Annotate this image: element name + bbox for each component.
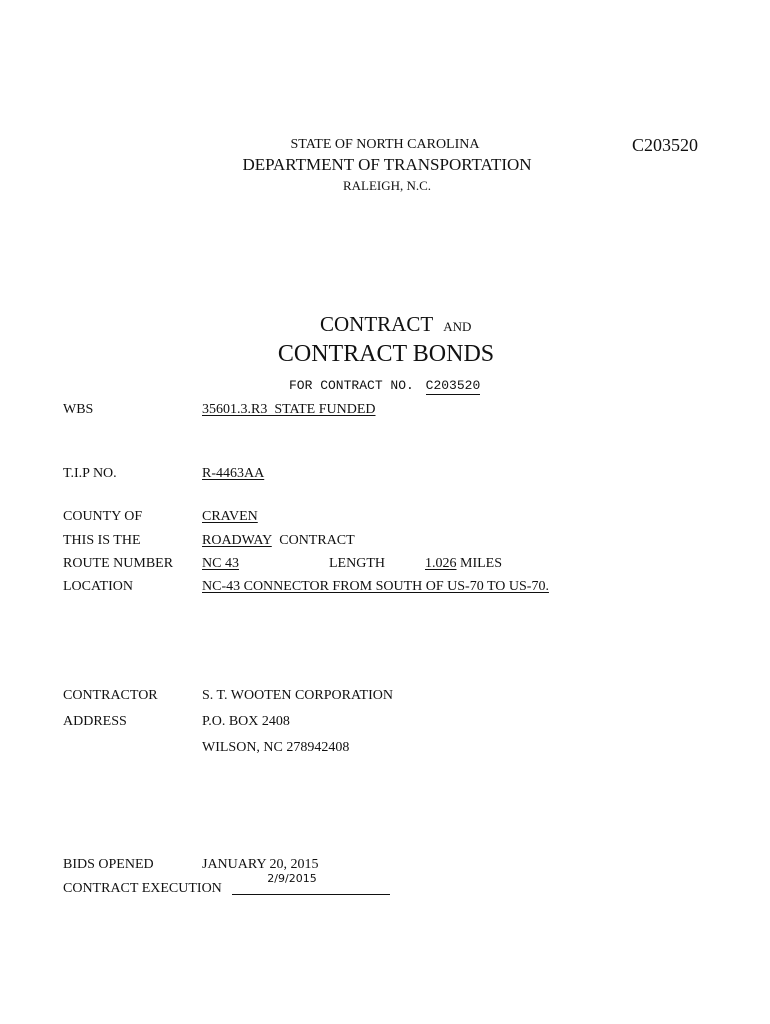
county-label: COUNTY OF: [63, 509, 143, 524]
location-label: LOCATION: [63, 579, 133, 594]
contract-type: [202, 533, 355, 549]
wbs-value: 35601.3.R3 STATE FUNDED: [202, 402, 376, 417]
address-label: ADDRESS: [63, 714, 127, 729]
contract-type-value: ROADWAY: [202, 533, 272, 548]
length-value: 1.026: [425, 556, 457, 571]
route-label: ROUTE NUMBER: [63, 556, 174, 571]
bids-opened-value: JANUARY 20, 2015: [202, 857, 319, 872]
tip-value: R-4463AA: [202, 466, 265, 481]
address-line-1: P.O. BOX 2408: [202, 714, 290, 729]
route-value: NC 43: [202, 556, 239, 571]
this-is-label: THIS IS THE: [63, 533, 141, 548]
contract-type-suffix: CONTRACT: [279, 533, 355, 548]
city-name: RALEIGH, N.C.: [342, 178, 432, 193]
state-name: STATE OF NORTH CAROLINA: [290, 137, 480, 152]
for-contract-label: FOR CONTRACT NO.: [289, 378, 414, 393]
title-contract-bonds: CONTRACT BONDS: [277, 341, 495, 367]
for-contract-line: [289, 378, 480, 395]
title-contract-and: [320, 312, 471, 337]
title-and: AND: [443, 319, 472, 334]
contract-execution-field: [232, 872, 390, 895]
tip-label: T.I.P NO.: [63, 466, 117, 481]
contract-execution-value: 2/9/2015: [267, 872, 317, 885]
county-value: CRAVEN: [202, 509, 258, 524]
title-contract: CONTRACT: [320, 312, 434, 336]
contractor-label: CONTRACTOR: [63, 688, 158, 703]
contract-id: C203520: [632, 135, 699, 155]
wbs-label: WBS: [63, 402, 94, 417]
department-name: DEPARTMENT OF TRANSPORTATION: [242, 155, 532, 174]
address-line-2: WILSON, NC 278942408: [202, 740, 350, 755]
length-label: LENGTH: [329, 556, 385, 571]
length-unit: MILES: [460, 556, 502, 571]
contractor-name: S. T. WOOTEN CORPORATION: [202, 688, 393, 703]
contract-execution-label: CONTRACT EXECUTION: [63, 881, 222, 896]
for-contract-number: C203520: [425, 378, 481, 393]
bids-opened-label: BIDS OPENED: [63, 857, 154, 872]
location-value: NC-43 CONNECTOR FROM SOUTH OF US-70 TO US-70.: [202, 579, 549, 594]
length: [425, 556, 502, 572]
